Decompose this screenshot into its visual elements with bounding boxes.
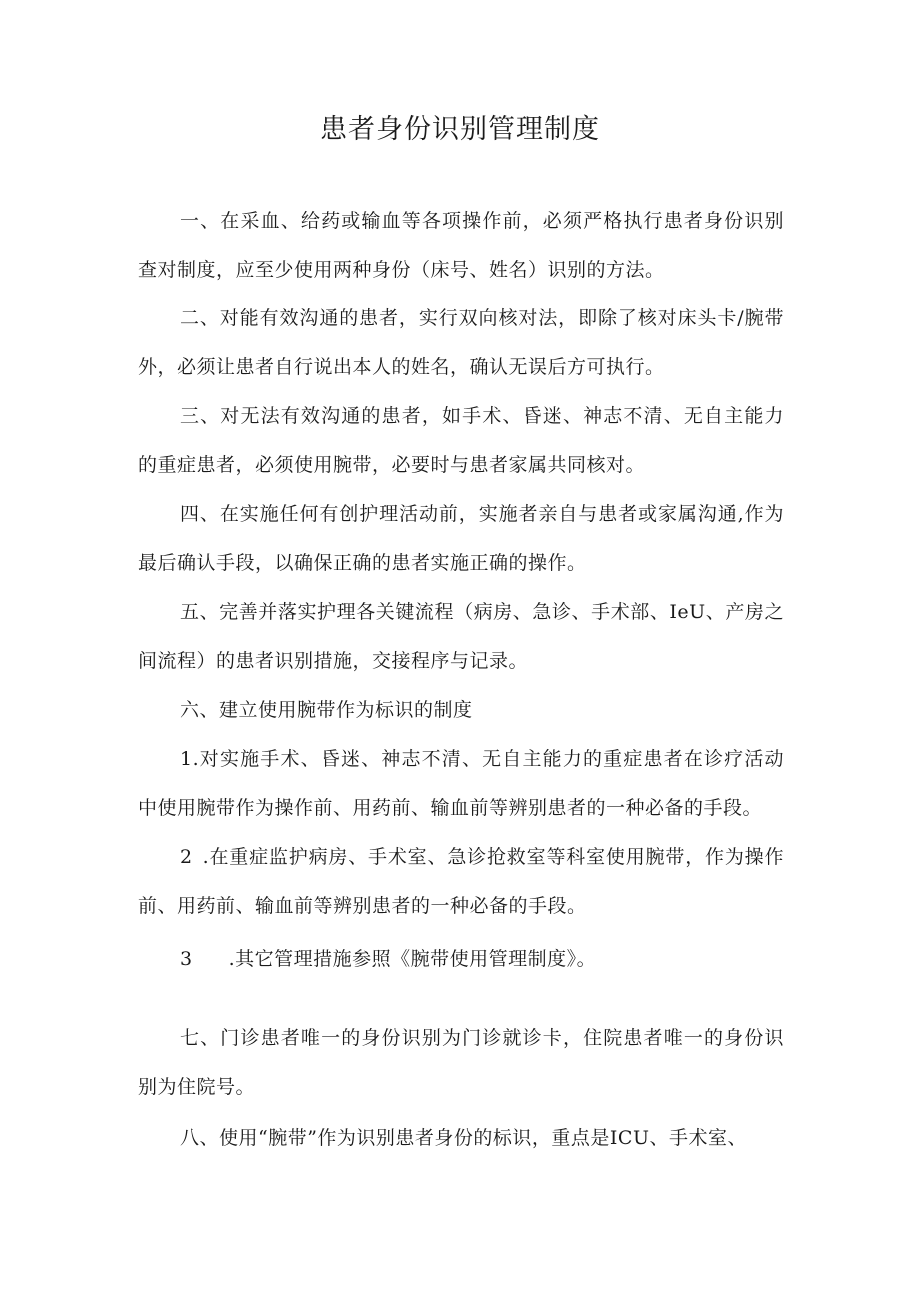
paragraph-8 <box>138 833 784 931</box>
list-text-3: .其它管理措施参照《腕带使用管理制度》。 <box>228 948 597 970</box>
list-number-2: 2 <box>180 846 193 868</box>
paragraph-4: 四、在实施任何有创护理活动前，实施者亲自与患者或家属沟通,作为最后确认手段，以确保正确的患者实施正确的操作。 <box>138 503 784 574</box>
paragraph-7: 1.对实施手术、昏迷、神志不清、无自主能力的重症患者在诊疗活动中使用腕带作为操作前、用药前、输血前等辨别患者的一种必备的手段。 <box>138 748 784 819</box>
list-text-2: .在重症监护病房、手术室、急诊抢救室等科室使用腕带，作为操作前、用药前、输血前等辨别患者的一种必备的手段。 <box>138 846 784 917</box>
paragraph-1: 一、在采血、给药或输血等各项操作前，必须严格执行患者身份识别查对制度，应至少使用两种身份（床号、姓名）识别的方法。 <box>138 210 784 281</box>
paragraph-3: 三、对无法有效沟通的患者，如手术、昏迷、神志不清、无自主能力的重症患者，必须使用腕带，必要时与患者家属共同核对。 <box>138 405 784 476</box>
list-number-3: 3 <box>180 948 193 970</box>
paragraph-6: 六、建立使用腕带作为标识的制度 <box>180 699 473 721</box>
document-title: 患者身份识别管理制度 <box>320 114 600 145</box>
paragraph-9 <box>138 935 784 984</box>
paragraph-10: 七、门诊患者唯一的身份识别为门诊就诊卡，住院患者唯一的身份识别为住院号。 <box>138 1027 784 1098</box>
paragraph-11: 八、使用“腕带”作为识别患者身份的标识，重点是ICU、手术室、 <box>180 1127 747 1149</box>
paragraph-2: 二、对能有效沟通的患者，实行双向核对法，即除了核对床头卡/腕带外，必须让患者自行说出本人的姓名，确认无误后方可执行。 <box>138 307 784 378</box>
paragraph-5: 五、完善并落实护理各关键流程（病房、急诊、手术部、IeU、产房之间流程）的患者识别措施，交接程序与记录。 <box>138 601 784 672</box>
